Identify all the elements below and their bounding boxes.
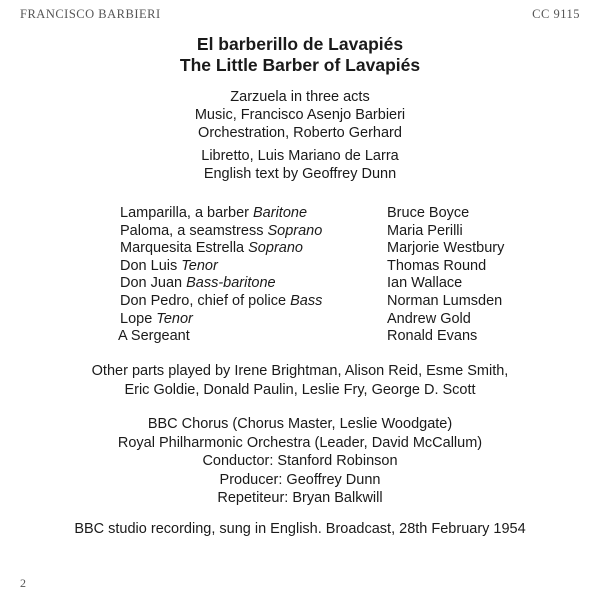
cast-role: Don Juan Bass-baritone [120, 275, 276, 292]
orchestra-credit: Royal Philharmonic Orchestra (Leader, David McCallum) [117, 434, 483, 451]
libretto-credit: Libretto, Luis Mariano de Larra [201, 148, 399, 164]
producer-credit: Producer: Geoffrey Dunn [219, 471, 381, 488]
cast-role: Lope Tenor [120, 310, 193, 327]
cast-role: A Sergeant [118, 328, 190, 345]
cast-singer: Norman Lumsden [387, 292, 503, 309]
cast-row [0, 293, 600, 311]
cast-role: Paloma, a seamstress Soprano [120, 222, 323, 239]
cast-role: Marquesita Estrella Soprano [120, 240, 303, 257]
voice-type: Bass-baritone [186, 275, 276, 292]
cast-row [0, 205, 600, 223]
cast-singer: Ian Wallace [387, 275, 463, 292]
other-parts-line: Eric Goldie, Donald Paulin, Leslie Fry, George D. Scott [124, 382, 476, 398]
cast-singer: Marjorie Westbury [387, 240, 505, 257]
voice-type: Tenor [156, 310, 193, 327]
title-spanish: El barberillo de Lavapiés [196, 34, 404, 54]
title-block [0, 34, 600, 76]
work-credits [0, 88, 600, 142]
repetiteur-credit: Repetiteur: Bryan Balkwill [217, 490, 383, 506]
voice-type: Tenor [181, 257, 218, 274]
performing-forces [0, 415, 600, 508]
english-text-credit: English text by Geoffrey Dunn [203, 166, 397, 182]
chorus-credit: BBC Chorus (Chorus Master, Leslie Woodgate) [147, 416, 453, 432]
genre-line: Zarzuela in three acts [230, 89, 370, 105]
other-parts [0, 362, 600, 400]
cast-row [0, 223, 600, 241]
cast-singer: Andrew Gold [387, 310, 471, 327]
music-credit: Music, Francisco Asenjo Barbieri [194, 107, 406, 123]
running-head-composer: FRANCISCO BARBIERI [20, 7, 161, 21]
cast-row [0, 258, 600, 276]
cast-row [0, 275, 600, 293]
cast-role: Don Luis Tenor [120, 257, 218, 274]
cast-row [0, 328, 600, 346]
voice-type: Soprano [267, 222, 323, 239]
title-english: The Little Barber of Lavapiés [179, 55, 421, 75]
cast-row [0, 311, 600, 329]
cast-row [0, 240, 600, 258]
cast-singer: Bruce Boyce [387, 205, 470, 221]
page-number: 2 [20, 576, 26, 590]
voice-type: Baritone [253, 205, 308, 221]
voice-type: Soprano [248, 240, 303, 257]
catalogue-number: CC 9115 [532, 7, 580, 21]
voice-type: Bass [290, 292, 323, 309]
text-credits [0, 147, 600, 183]
conductor-credit: Conductor: Stanford Robinson [202, 453, 398, 469]
cast-role: Lamparilla, a barber Baritone [120, 205, 308, 221]
cast-singer: Maria Perilli [387, 222, 463, 239]
cast-role: Don Pedro, chief of police Bass [120, 292, 323, 309]
recording-note: BBC studio recording, sung in English. Broadcast, 28th February 1954 [74, 521, 526, 537]
cast-singer: Ronald Evans [387, 328, 478, 345]
cast-list [0, 205, 600, 346]
cast-singer: Thomas Round [387, 257, 487, 274]
other-parts-line: Other parts played by Irene Brightman, Alison Reid, Esme Smith, [91, 363, 509, 379]
orchestration-credit: Orchestration, Roberto Gerhard [198, 125, 402, 141]
